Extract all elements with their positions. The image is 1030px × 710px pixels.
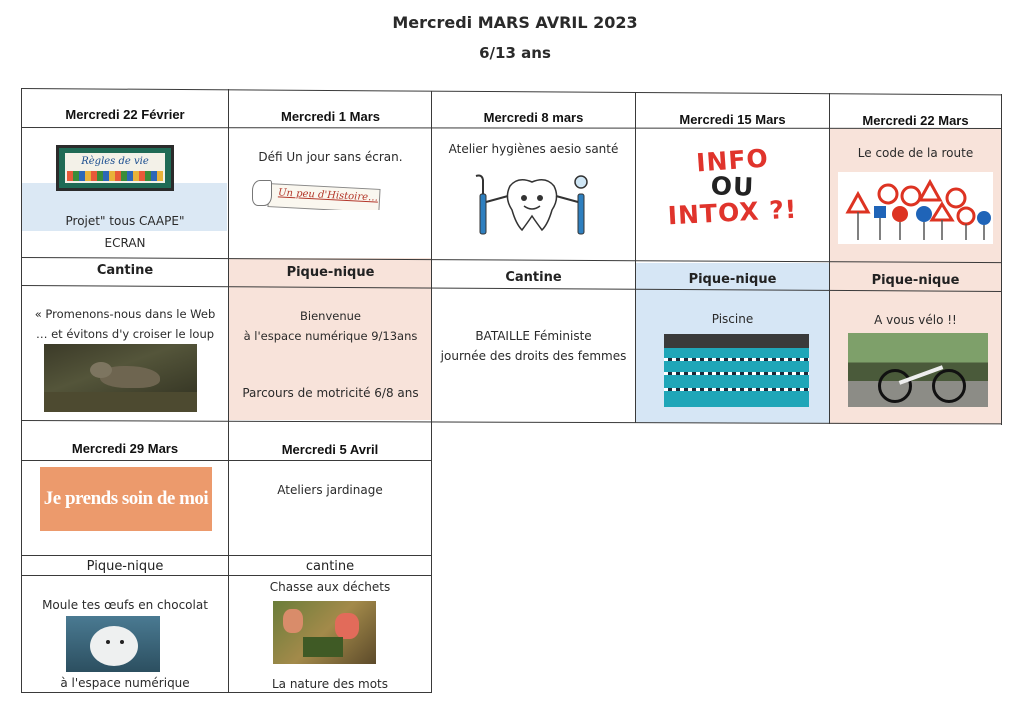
bataille-text: BATAILLE Féministe xyxy=(475,329,592,343)
projet-caape-text: Projet" tous CAAPE" xyxy=(65,214,185,228)
chasse-dechets-text: Chasse aux déchets xyxy=(269,580,391,594)
grid-line xyxy=(635,92,636,423)
web-text-line1: « Promenons-nous dans le Web xyxy=(34,307,216,321)
date-22-fevrier: Mercredi 22 Février xyxy=(65,107,185,122)
meal-15-mars: Pique-nique xyxy=(688,272,777,287)
bike-image xyxy=(848,333,988,407)
egg-image xyxy=(66,616,160,672)
defi-text: Défi Un jour sans écran. xyxy=(258,150,403,164)
grid-line xyxy=(1001,94,1002,425)
info-word: INFO xyxy=(695,143,770,178)
date-29-mars: Mercredi 29 Mars xyxy=(71,441,179,456)
histoire-scroll-image xyxy=(248,178,381,210)
grid-line xyxy=(21,88,1002,95)
intox-word: INTOX ?! xyxy=(667,194,798,231)
jardinage-text: Ateliers jardinage xyxy=(277,483,383,497)
meal-22-fevrier: Cantine xyxy=(96,263,154,278)
soin-banner-text: Je prends soin de moi xyxy=(43,488,209,509)
grid-line xyxy=(829,93,830,424)
garden-image xyxy=(273,601,376,664)
piscine-text: Piscine xyxy=(711,312,754,326)
road-signs-image xyxy=(838,172,993,244)
code-route-text: Le code de la route xyxy=(857,146,974,160)
grid-line xyxy=(21,555,431,556)
moule-oeufs-text: Moule tes œufs en chocolat xyxy=(42,598,208,612)
histoire-label: Un peu d'Histoire… xyxy=(277,187,379,204)
pool-image xyxy=(664,334,809,407)
atelier-hygiene-text: Atelier hygiènes aesio santé xyxy=(448,142,619,156)
espace-numerique-text: à l'espace numérique 9/13ans xyxy=(243,329,418,343)
grid-line xyxy=(21,460,431,461)
date-22-mars: Mercredi 22 Mars xyxy=(862,113,969,128)
meal-22-mars: Pique-nique xyxy=(871,273,960,288)
meal-8-mars: Cantine xyxy=(505,270,562,285)
espace-numerique-2-text: à l'espace numérique xyxy=(60,676,190,690)
tooth-image xyxy=(472,172,592,236)
date-15-mars: Mercredi 15 Mars xyxy=(679,112,786,127)
date-8-mars: Mercredi 8 mars xyxy=(483,110,584,125)
page-title: Mercredi MARS AVRIL 2023 xyxy=(392,13,638,32)
nature-mots-text: La nature des mots xyxy=(271,677,389,691)
soin-banner xyxy=(40,467,212,531)
date-5-avril: Mercredi 5 Avril xyxy=(281,442,379,457)
bienvenue-text: Bienvenue xyxy=(300,309,361,323)
web-text-line2: … et évitons d'y croiser le loup xyxy=(35,327,215,341)
info-intox-text xyxy=(636,143,829,231)
meal-1-mars: Pique-nique xyxy=(286,265,375,280)
wolf-image xyxy=(44,344,197,412)
grid-line xyxy=(21,575,431,576)
meal-5-avril: cantine xyxy=(305,559,355,574)
ecran-text: ECRAN xyxy=(104,236,146,250)
meal-29-mars: Pique-nique xyxy=(86,559,164,574)
parcours-text: Parcours de motricité 6/8 ans xyxy=(242,386,419,400)
date-1-mars: Mercredi 1 Mars xyxy=(281,109,380,124)
page-subtitle: 6/13 ans xyxy=(479,44,551,62)
ou-word: OU xyxy=(710,171,755,202)
velo-text: A vous vélo !! xyxy=(874,313,957,327)
regles-de-vie-label: Règles de vie xyxy=(81,156,149,167)
droits-femmes-text: journée des droits des femmes xyxy=(440,349,627,363)
regles-de-vie-image xyxy=(56,145,174,191)
